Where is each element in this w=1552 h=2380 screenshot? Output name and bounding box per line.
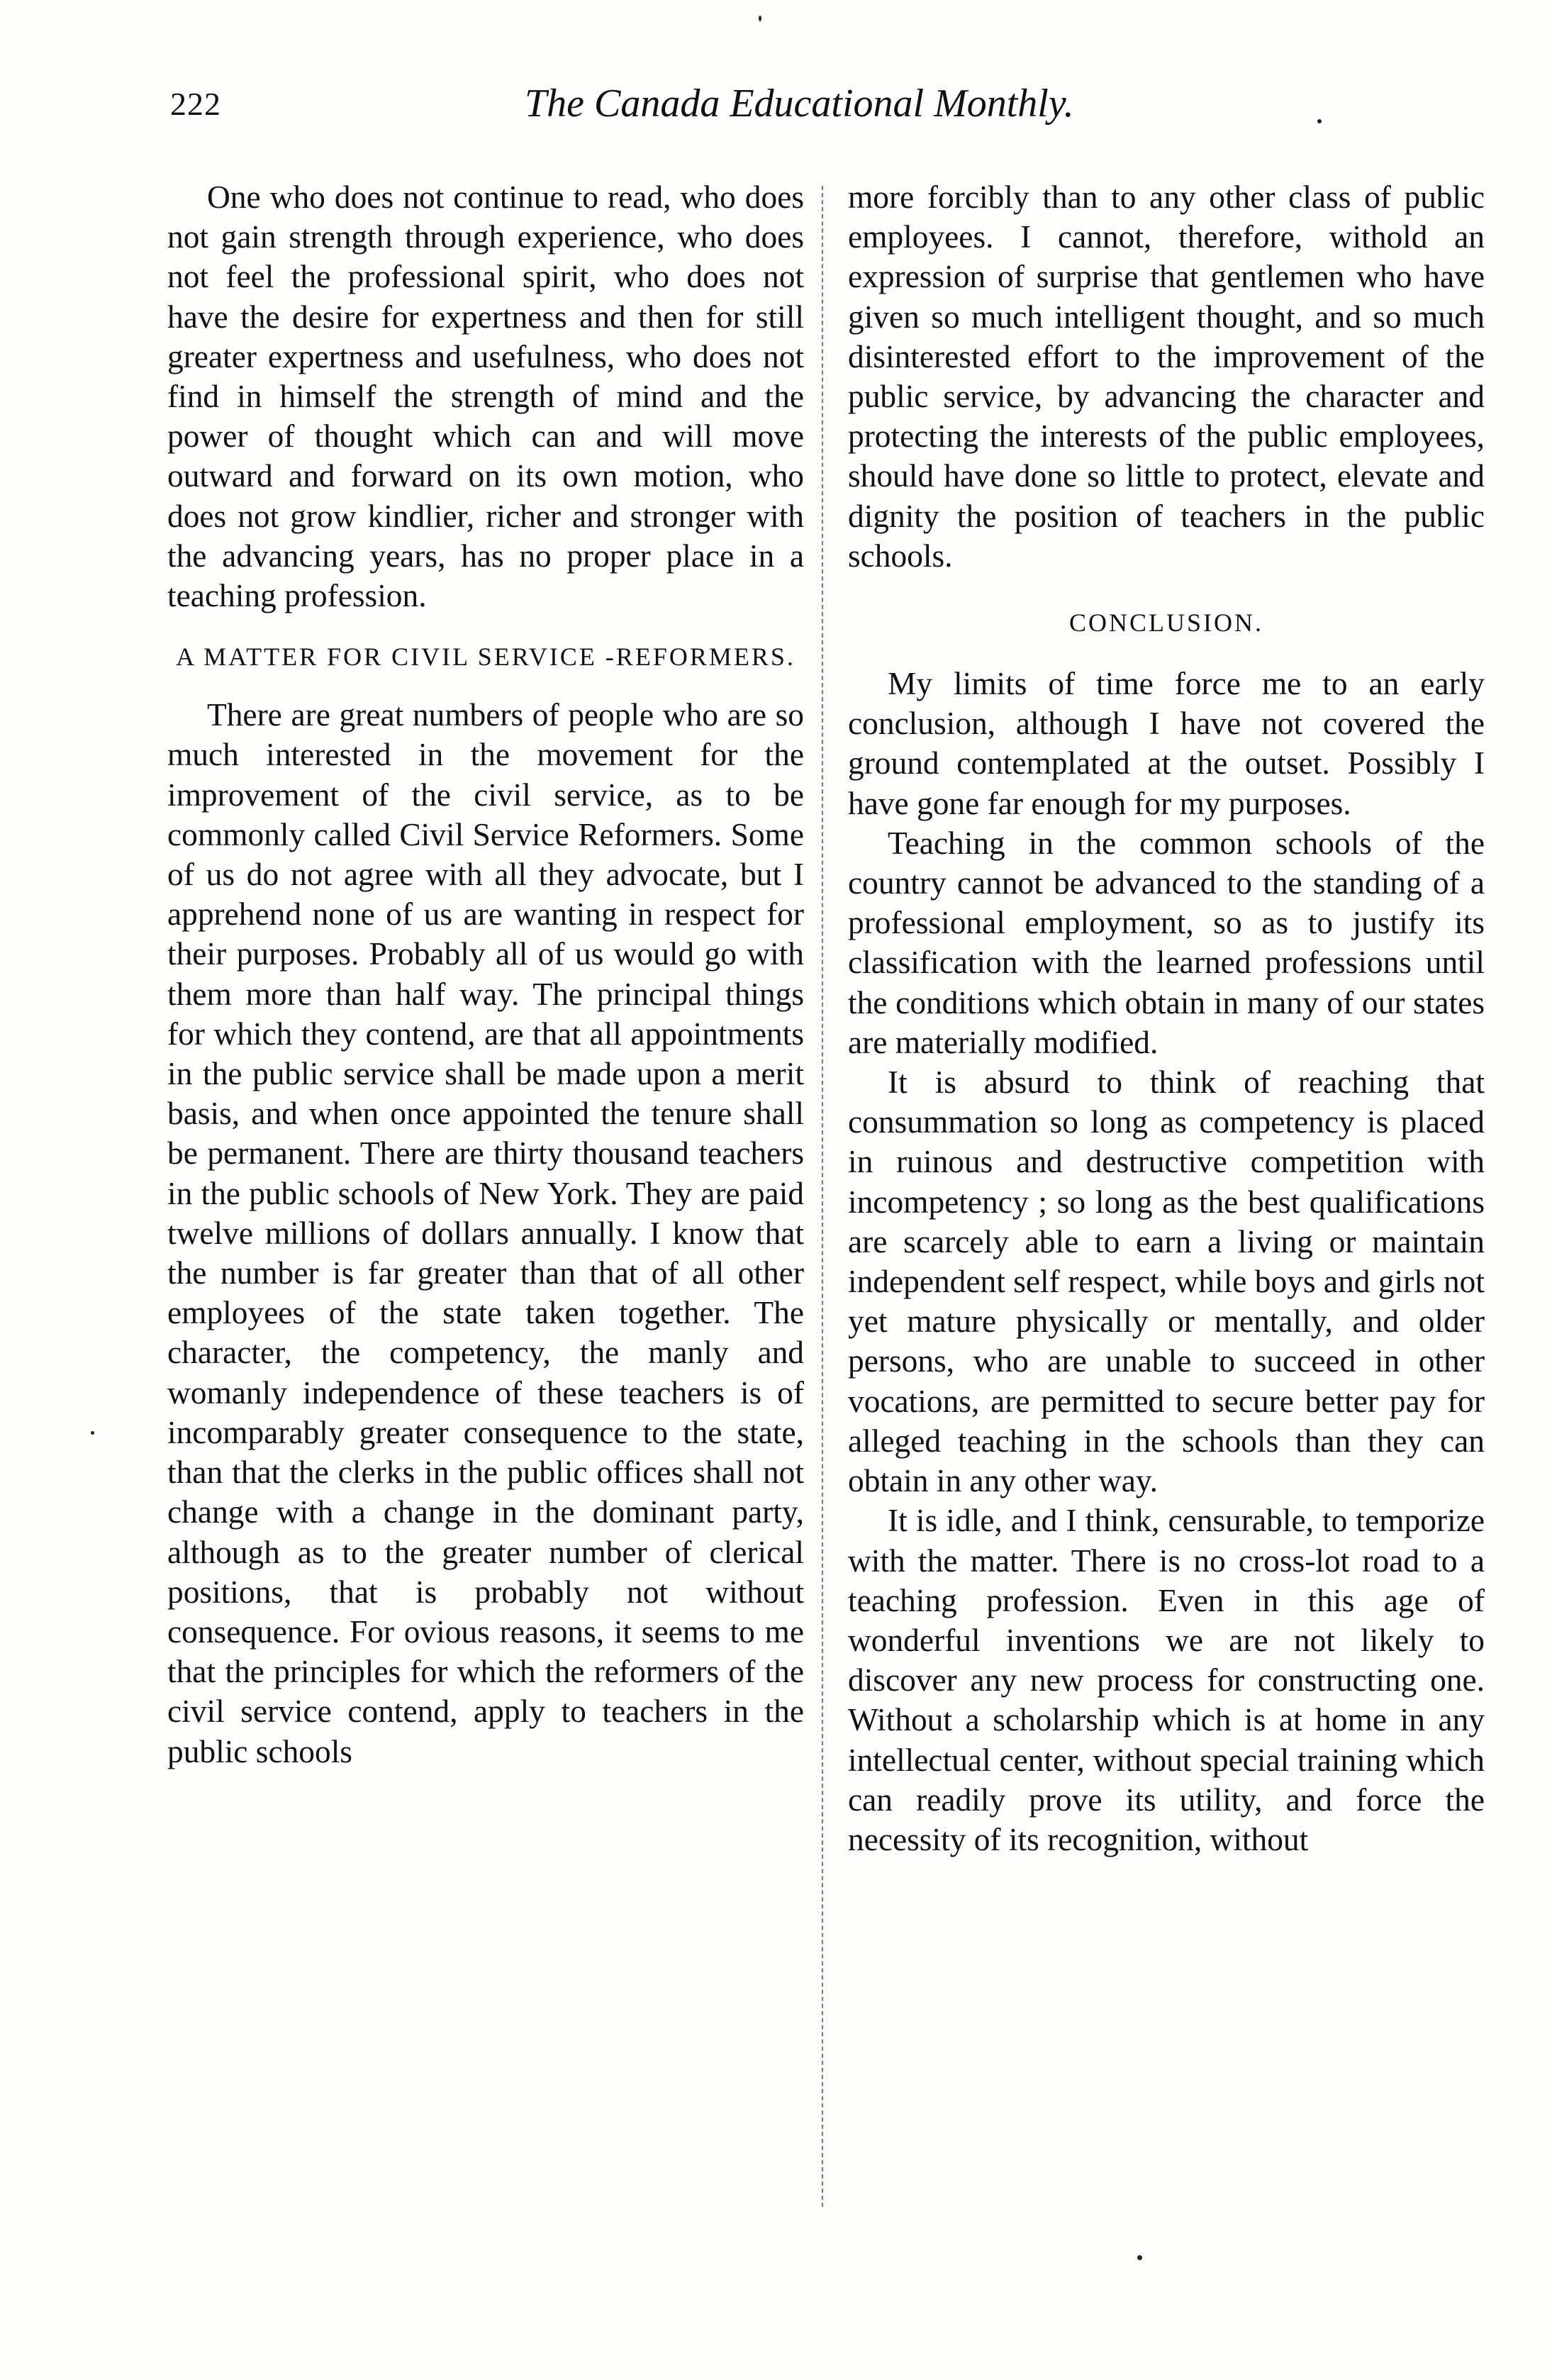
paragraph: My limits of time force me to an early conclusion, although I have not covered the ground contemplated at the outset. Possibly I have gone far enough for my purposes. (848, 666, 1485, 821)
print-speck (1137, 2255, 1142, 2260)
column-divider (822, 186, 823, 2207)
page-header (170, 82, 1340, 142)
paragraph: It is absurd to think of reaching that consummation so long as competency is placed in ruinous and destructive competition with incompetency ; so long as the best qualifications are scarcely able to earn a living or maintain independent self respect, while boys and girls not yet mature physically or mentally, and older persons, who are unable to succeed in other vocations, are permitted to secure better pay for alleged teaching in the schools than they can obtain in any other way. (848, 1064, 1485, 1499)
paragraph: It is idle, and I think, censurable, to temporize with the matter. There is no cross-lot road to a teaching profession. Even in this age of wonderful inventions we are not likely to discover any new process for constructing one. Without a scholarship which is at home in any intellectual center, without special training which can readily prove its utility, and force the necessity of its recognition, without (848, 1503, 1485, 1857)
paragraph: more forcibly than to any other class of public employees. I cannot, therefore, withold an expression of surprise that gentlemen who have given so much intelligent thought, and so much disinterested effort to the improvement of the public service, by advancing the character and protecting the interests of the public employees, should have done so little to protect, elevate and dignity the position of teachers in the public schools. (848, 179, 1485, 574)
right-column (848, 177, 1485, 1859)
paragraph: One who does not continue to read, who does not gain strength through experience, who does not feel the professional spirit, who does not have the desire for expertness and then for still greater expertness and usefulness, who does not find in himself the strength of mind and the power of thought which can and will move outward and forward on its own motion, who does not grow kindlier, richer and stronger with the advancing years, has no proper place in a teaching profession. (167, 179, 804, 614)
running-title: The Canada Educational Monthly. (525, 82, 1074, 126)
section-heading: A MATTER FOR CIVIL SERVICE -REFORMERS. (176, 643, 795, 672)
page-number: 222 (170, 86, 221, 122)
print-speck (759, 16, 761, 21)
print-speck (91, 1431, 94, 1435)
paragraph: Teaching in the common schools of the country cannot be advanced to the standing of a professional employment, so as to justify its classification with the learned professions until the conditions which obtain in many of our states are materially modified. (848, 825, 1485, 1060)
left-column (167, 177, 804, 1772)
paragraph: There are great numbers of people who are so much interested in the movement for the improvement of the civil service, as to be commonly called Civil Service Reformers. Some of us do not agree with all they advocate, but I apprehend none of us are wanting in respect for their purposes. Probably all of us would go with them more than half way. The principal things for which they contend, are that all appointments in the public service shall be made upon a merit basis, and when once appointed the tenure shall be permanent. There are thirty thousand teachers in the public schools of New York. They are paid twelve millions of dollars annually. I know that the number is far greater than that of all other employees of the state taken together. The character, the competency, the manly and womanly independence of these teachers is of incomparably greater consequence to the state, than that the clerks in the public offices shall not change with a change in the dominant party, although as to the greater number of clerical positions, that is probably not without consequence. For ovious reasons, it seems to me that the principles for which the reformers of the civil service contend, apply to teachers in the public schools (167, 697, 804, 1769)
section-heading: CONCLUSION. (1068, 608, 1263, 638)
